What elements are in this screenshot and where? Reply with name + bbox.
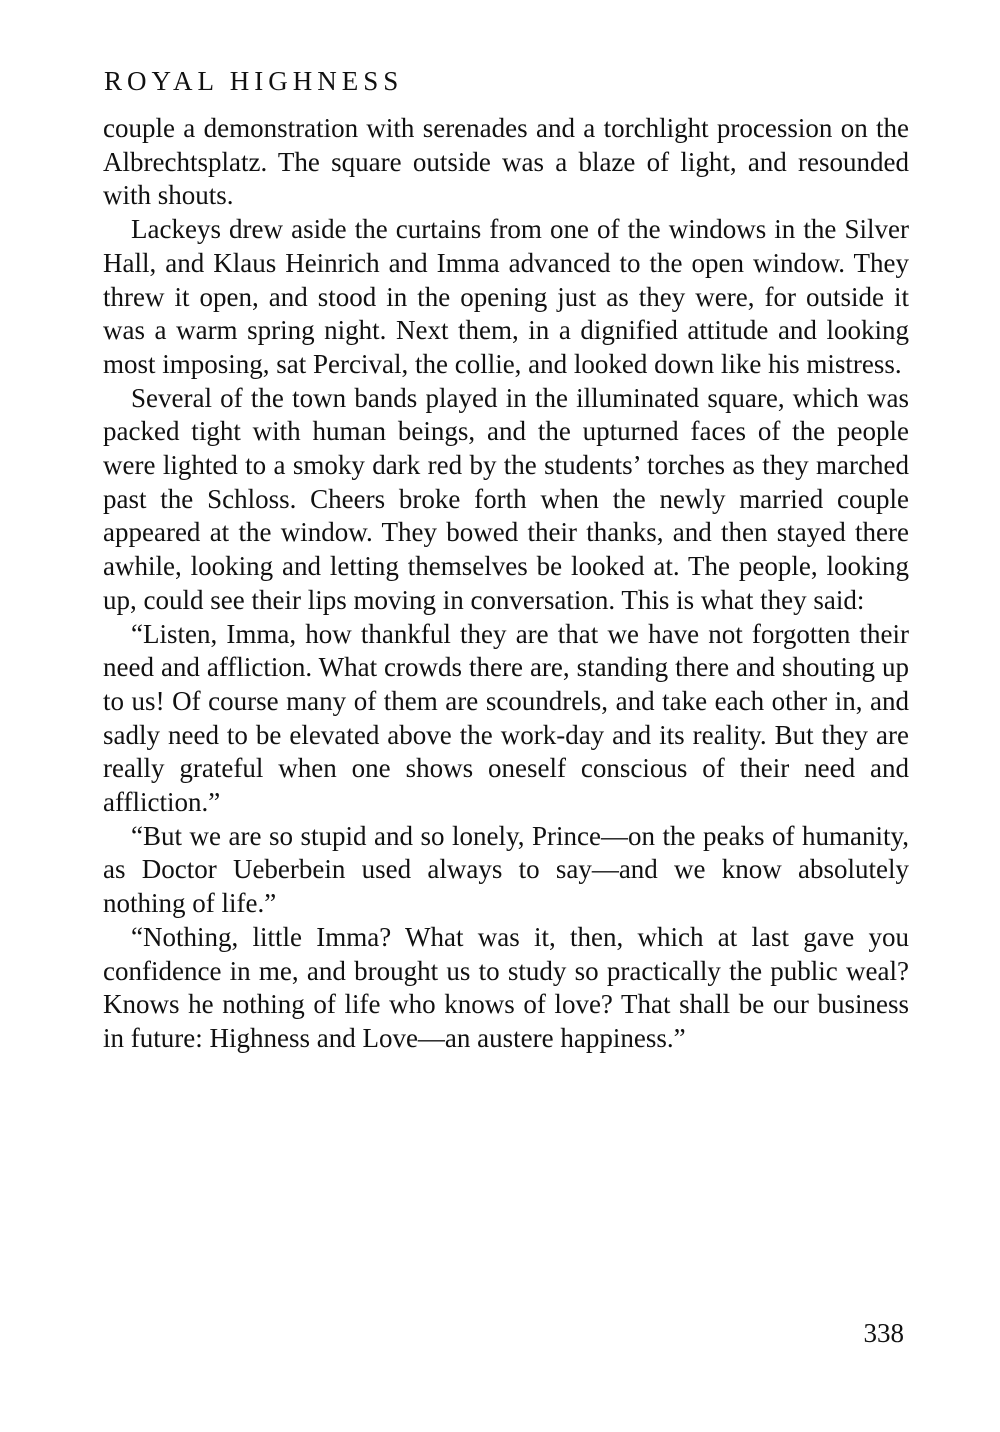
page-number: 338 [863,1318,904,1348]
paragraph: “Listen, Imma, how thankful they are that we have not forgotten their need and affliction. What crowds there are, standing there and shouting up to us! Of course many of them are scoundrels, and take each other in, and sadly need to be elevated above the work-day and its reality. But they are really grateful when one shows oneself conscious of their need and affliction.” [103,618,909,818]
paragraph-continuation: couple a demonstration with serenades and a torchlight procession on the Albrechtsplatz. The square outside was a blaze of light, and resounded with shouts. [103,113,909,211]
body-text [103,112,909,1056]
running-head: ROYAL HIGHNESS [104,66,404,96]
paragraph: Several of the town bands played in the illuminated square, which was packed tight with human beings, and the upturned faces of the people were lighted to a smoky dark red by the students’ torches as they marched past the Schloss. Cheers broke forth when the newly married couple appeared at the window. They bowed their thanks, and then stayed there awhile, looking and letting themselves be looked at. The people, looking up, could see their lips moving in conversation. This is what they said: [103,382,909,615]
paragraph: Lackeys drew aside the curtains from one of the windows in the Silver Hall, and Klaus Heinrich and Imma advanced to the open window. They threw it open, and stood in the opening just as they were, for outside it was a warm spring night. Next them, in a dignified attitude and looking most imposing, sat Percival, the collie, and looked down like his mistress. [103,214,909,379]
paragraph: “Nothing, little Imma? What was it, then, which at last gave you confidence in me, and brought us to study so practically the public weal? Knows he nothing of life who knows of love? That shall be our business in future: Highness and Love—an austere happiness.” [103,921,909,1053]
paragraph: “But we are so stupid and so lonely, Prince—on the peaks of humanity, as Doctor Ueberbein used always to say—and we know absolutely nothing of life.” [103,820,909,919]
